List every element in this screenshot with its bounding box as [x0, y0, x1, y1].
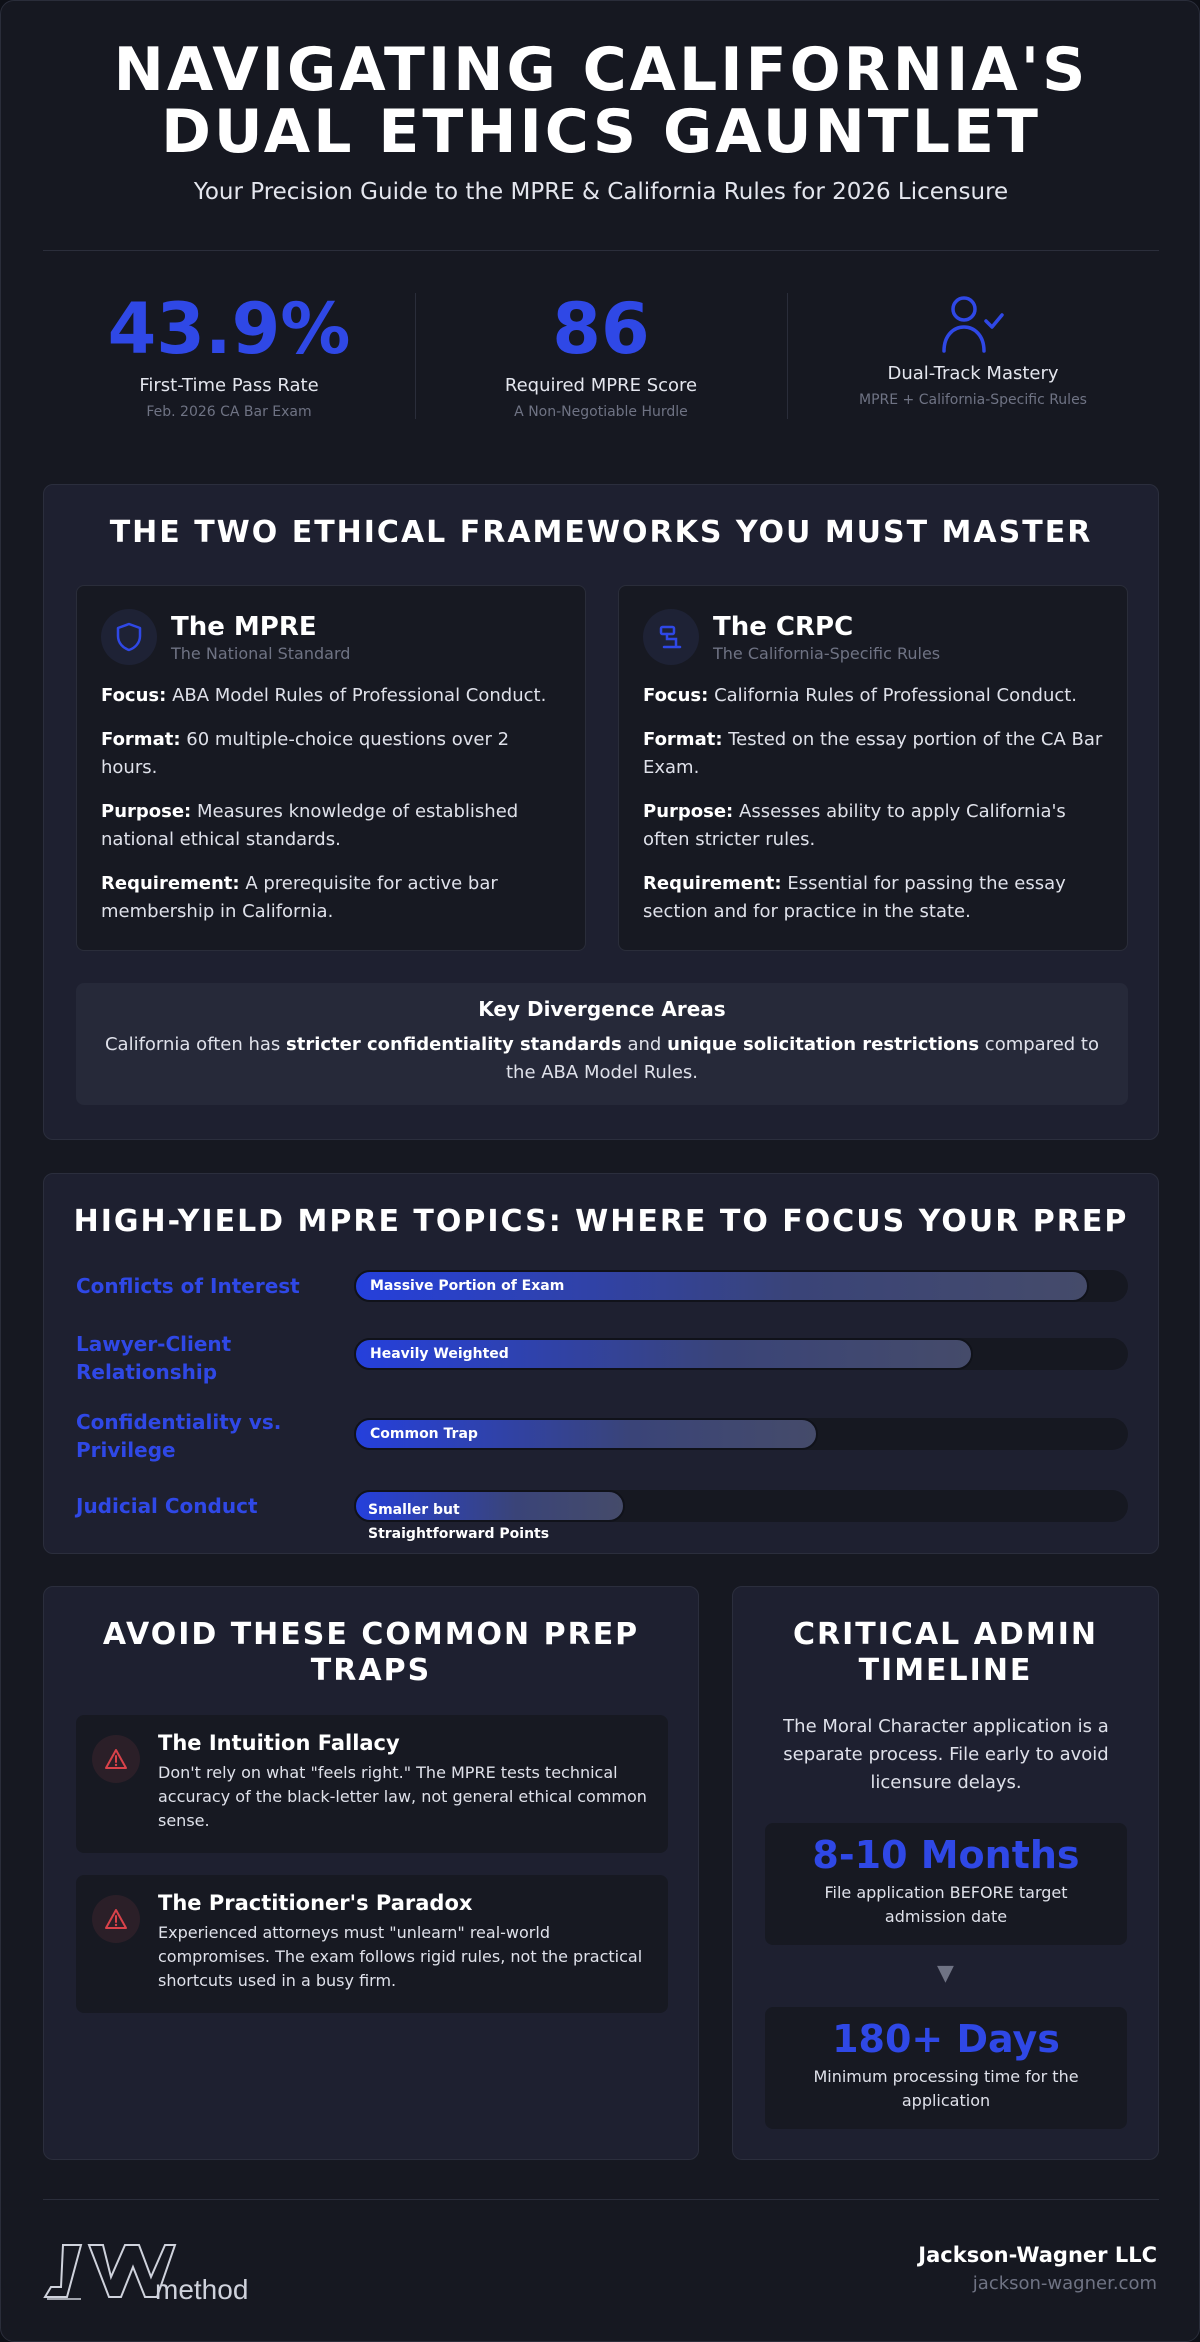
warning-icon	[104, 1748, 128, 1770]
topic-bar-track	[354, 1418, 1128, 1450]
arrow-down-icon: ▼	[937, 1961, 954, 1986]
stat-value: 43.9%	[107, 288, 351, 370]
shield-icon	[115, 622, 143, 652]
company-logo	[41, 2237, 251, 2307]
timeline-step	[765, 2007, 1127, 2129]
warning-icon	[104, 1908, 128, 1930]
shield-icon-wrap	[101, 609, 157, 665]
crpc-card	[618, 585, 1128, 951]
card-row-requirement: Requirement: A prerequisite for active bar membership in California.	[101, 873, 498, 922]
stat-mpre-score	[415, 289, 787, 420]
topics-title: HIGH-YIELD MPRE TOPICS: WHERE TO FOCUS YOUR PREP	[73, 1204, 1129, 1239]
page-subtitle: Your Precision Guide to the MPRE & California Rules for 2026 Licensure	[193, 179, 1009, 205]
stat-sub: A Non-Negotiable Hurdle	[514, 404, 688, 420]
topic-label: Conflicts of Interest	[76, 1274, 300, 1298]
title-line-2: DUAL ETHICS GAUNTLET	[161, 97, 1041, 167]
card-row-focus: Focus: California Rules of Professional Conduct.	[643, 685, 1078, 706]
card-row-requirement: Requirement: Essential for passing the essay section and for practice in the state.	[643, 873, 1066, 922]
footer-divider	[43, 2199, 1159, 2200]
topic-bar-text: Heavily Weighted	[370, 1346, 509, 1362]
gavel-icon-wrap	[643, 609, 699, 665]
mpre-card	[76, 585, 586, 951]
topic-bar-track	[354, 1490, 1128, 1542]
stat-value: 86	[552, 288, 650, 370]
title-line-1: NAVIGATING CALIFORNIA'S	[113, 35, 1089, 105]
topic-bar-fill	[354, 1490, 625, 1542]
topic-bar-track	[354, 1338, 1128, 1370]
timeline-panel	[732, 1586, 1159, 2160]
stat-label: First-Time Pass Rate	[139, 375, 319, 396]
header-divider	[43, 250, 1159, 251]
topic-label: Lawyer-Client Relationship	[76, 1332, 232, 1384]
timeline-desc: Minimum processing time for the application	[813, 2067, 1079, 2110]
topic-bar-text: Smaller but Straightforward Points	[368, 1502, 550, 1542]
logo-text: method	[155, 2274, 249, 2305]
card-title: The MPRE	[171, 611, 317, 642]
timeline-desc: File application BEFORE target admission date	[824, 1883, 1068, 1926]
trap-text: Experienced attorneys must "unlearn" real-world compromises. The exam follows rigid rules, not the practical shortcuts used in a busy firm.	[158, 1923, 643, 1990]
topic-bar-fill	[354, 1418, 818, 1450]
timeline-value: 180+ Days	[832, 2017, 1060, 2061]
trap-card	[76, 1715, 668, 1853]
topic-row	[76, 1408, 1128, 1468]
topic-row	[76, 1330, 1128, 1390]
gavel-icon	[656, 622, 686, 652]
card-title: The CRPC	[713, 611, 854, 642]
topic-bar-fill	[354, 1270, 1089, 1302]
timeline-title: CRITICAL ADMIN TIMELINE	[793, 1617, 1098, 1688]
card-row-purpose: Purpose: Assesses ability to apply California's often stricter rules.	[643, 801, 1066, 850]
stat-label: Dual-Track Mastery	[887, 363, 1059, 384]
timeline-step	[765, 1823, 1127, 1945]
topics-panel	[43, 1173, 1159, 1554]
traps-title: AVOID THESE COMMON PREP TRAPS	[102, 1617, 640, 1688]
user-check-icon	[940, 293, 1006, 353]
brand-name: Jackson-Wagner LLC	[918, 2243, 1157, 2267]
stat-sub: Feb. 2026 CA Bar Exam	[146, 404, 312, 420]
divergence-title: Key Divergence Areas	[478, 997, 726, 1021]
trap-text: Don't rely on what "feels right." The MPRE tests technical accuracy of the black-letter law, not general ethical common sense.	[158, 1763, 647, 1830]
card-row-format: Format: 60 multiple-choice questions over 2 hours.	[101, 729, 510, 778]
divergence-text: California often has stricter confidentiality standards and unique solicitation restrictions compared to the ABA Model Rules.	[104, 1034, 1099, 1083]
brand-url[interactable]: jackson-wagner.com	[972, 2273, 1157, 2294]
trap-title: The Intuition Fallacy	[158, 1731, 400, 1755]
frameworks-panel	[43, 484, 1159, 1140]
topic-bar-text: Common Trap	[370, 1426, 478, 1442]
page-title	[1, 35, 1200, 167]
card-subtitle: The California-Specific Rules	[713, 643, 941, 663]
topic-bar-text: Massive Portion of Exam	[370, 1278, 565, 1294]
timeline-value: 8-10 Months	[812, 1833, 1080, 1877]
card-row-focus: Focus: ABA Model Rules of Professional Conduct.	[101, 685, 547, 706]
stat-label: Required MPRE Score	[504, 375, 698, 396]
warning-icon-wrap	[92, 1895, 140, 1943]
stat-sub: MPRE + California-Specific Rules	[859, 392, 1087, 408]
topic-row	[76, 1270, 1128, 1310]
trap-title: The Practitioner's Paradox	[158, 1891, 473, 1915]
stat-dual-track	[787, 289, 1159, 408]
topic-bar-fill	[354, 1338, 973, 1370]
topic-label: Confidentiality vs. Privilege	[76, 1410, 282, 1462]
frameworks-title: THE TWO ETHICAL FRAMEWORKS YOU MUST MASTER	[109, 515, 1093, 550]
trap-card	[76, 1875, 668, 2013]
card-subtitle: The National Standard	[171, 643, 351, 663]
warning-icon-wrap	[92, 1735, 140, 1783]
card-row-format: Format: Tested on the essay portion of the CA Bar Exam.	[643, 729, 1103, 778]
traps-panel	[43, 1586, 699, 2160]
card-row-purpose: Purpose: Measures knowledge of established national ethical standards.	[101, 801, 519, 850]
topic-row	[76, 1490, 1128, 1540]
stat-pass-rate	[43, 289, 415, 420]
brand-block	[918, 2243, 1157, 2294]
topic-bar-track	[354, 1270, 1128, 1302]
divergence-box	[76, 983, 1128, 1105]
topic-label: Judicial Conduct	[76, 1494, 258, 1518]
timeline-text: The Moral Character application is a separate process. File early to avoid licensure delays.	[783, 1716, 1109, 1793]
